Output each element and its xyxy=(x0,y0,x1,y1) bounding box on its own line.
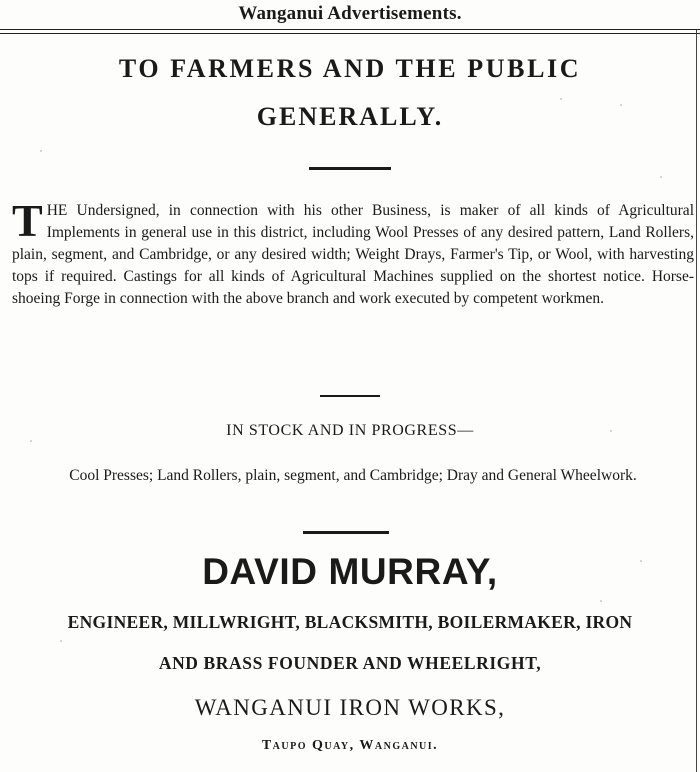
drop-cap: T xyxy=(12,195,43,246)
divider-rule xyxy=(320,395,380,397)
proprietor-name: DAVID MURRAY, xyxy=(202,551,498,592)
trade-line-1: ENGINEER, MILLWRIGHT, BLACKSMITH, BOILERMAKER, IRON xyxy=(67,612,633,632)
print-speck xyxy=(660,176,662,178)
advert-body-text: HE Undersigned, in connection with his other Business, is maker of all kinds of Agricultural Implements in general use in this district, including Wool Presses of any desired pattern, Land Rollers, plain, segment, and Cambridge, or any desired width; Weight Drays, Farmer's Tip, or Wool, with harvesting tops if required. Castings for all kinds of Agricultural Machines supplied on the shortest notice. Horse-shoeing Forge in connection with the above branch and work executed by competent workmen. xyxy=(12,202,694,307)
stock-paragraph: Cool Presses; Land Rollers, plain, segment, and Cambridge; Dray and General Wheelwork. xyxy=(69,467,637,484)
print-speck xyxy=(60,640,62,642)
print-speck xyxy=(600,600,602,602)
print-speck xyxy=(640,560,642,562)
trade-line-2: AND BRASS FOUNDER AND WHEELRIGHT, xyxy=(158,653,542,673)
divider-rule xyxy=(303,531,389,534)
print-speck xyxy=(620,104,622,106)
section-header: Wanganui Advertisements. xyxy=(238,3,462,24)
print-speck xyxy=(560,98,562,100)
works-name: WANGANUI IRON WORKS, xyxy=(194,695,506,720)
print-speck xyxy=(40,150,42,152)
advert-title-line-1: TO FARMERS AND THE PUBLIC xyxy=(118,54,582,83)
header-rule-top xyxy=(0,29,700,30)
header-rule-bottom xyxy=(0,33,700,34)
print-speck xyxy=(30,440,32,442)
works-address: Taupo Quay, Wanganui. xyxy=(261,738,439,753)
advert-title-line-2: GENERALLY. xyxy=(256,102,444,131)
advert-body-paragraph xyxy=(12,195,694,310)
divider-rule xyxy=(309,167,391,170)
stock-subhead: IN STOCK AND IN PROGRESS— xyxy=(226,422,474,439)
print-speck xyxy=(610,430,612,432)
